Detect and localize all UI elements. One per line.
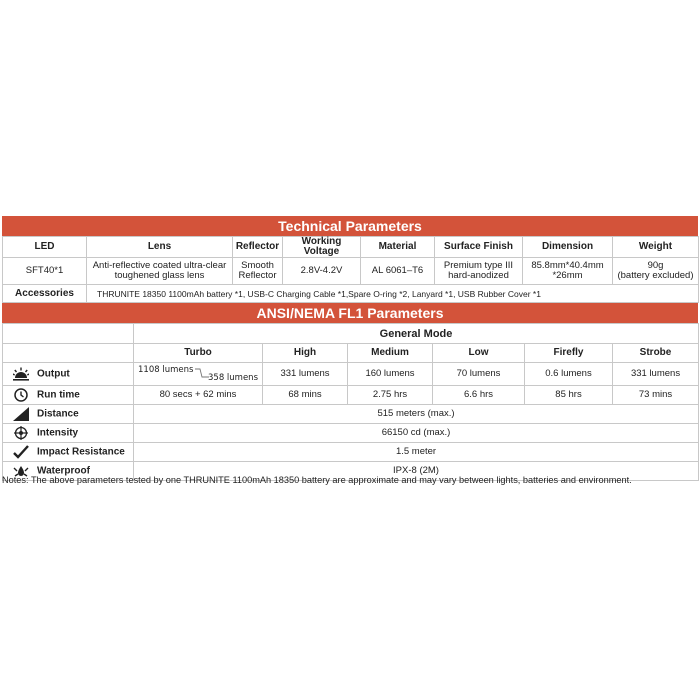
header-working-voltage: Working Voltage: [283, 237, 361, 258]
technical-parameters-title: Technical Parameters: [2, 216, 698, 236]
impact-label: Impact Resistance: [37, 446, 125, 458]
intensity-value: 66150 cd (max.): [134, 424, 699, 443]
runtime-label: Run time: [37, 389, 80, 401]
clock-icon: [13, 388, 29, 402]
value-surface-finish: Premium type III hard-anodized: [435, 258, 523, 285]
output-label: Output: [37, 368, 70, 380]
output-turbo: [134, 363, 263, 386]
intensity-label-cell: [3, 424, 134, 443]
value-led: SFT40*1: [3, 258, 87, 285]
intensity-label: Intensity: [37, 427, 79, 439]
value-lens: Anti-reflective coated ultra-clear toughened glass lens: [87, 258, 233, 285]
value-working-voltage: 2.8V-4.2V: [283, 258, 361, 285]
output-low: 70 lumens: [433, 363, 525, 386]
runtime-medium: 2.75 hrs: [348, 386, 433, 405]
check-icon: [13, 445, 29, 459]
blank-corner-2: [3, 344, 134, 363]
sun-icon: [13, 367, 29, 381]
mode-turbo: Turbo: [134, 344, 263, 363]
waterproof-value: IPX-8 (2M): [134, 462, 699, 481]
output-strobe: 331 lumens: [613, 363, 699, 386]
technical-parameters-table: [2, 236, 699, 303]
turbo-end-lumens: 358 lumens: [208, 373, 258, 383]
distance-icon: [13, 407, 29, 421]
distance-value: 515 meters (max.): [134, 405, 699, 424]
runtime-strobe: 73 mins: [613, 386, 699, 405]
header-reflector: Reflector: [233, 237, 283, 258]
turbo-start-lumens: 1108 lumens: [138, 365, 194, 375]
distance-label-cell: [3, 405, 134, 424]
header-material: Material: [361, 237, 435, 258]
mode-firefly: Firefly: [525, 344, 613, 363]
value-reflector: Smooth Reflector: [233, 258, 283, 285]
runtime-low: 6.6 hrs: [433, 386, 525, 405]
header-weight: Weight: [613, 237, 699, 258]
notes-text: Notes: The above parameters tested by one THRUNITE 1100mAh 18350 battery are approximate and may vary between lights, batteries and environment.: [2, 475, 632, 485]
header-dimension: Dimension: [523, 237, 613, 258]
mode-strobe: Strobe: [613, 344, 699, 363]
value-dimension: 85.8mm*40.4mm *26mm: [523, 258, 613, 285]
accessories-value: THRUNITE 18350 1100mAh battery *1, USB-C Charging Cable *1,Spare O-ring *2, Lanyard *1, USB Rubber Cover *1: [87, 285, 699, 303]
mode-medium: Medium: [348, 344, 433, 363]
impact-label-cell: [3, 443, 134, 462]
value-material: AL 6061–T6: [361, 258, 435, 285]
output-high: 331 lumens: [263, 363, 348, 386]
header-surface-finish: Surface Finish: [435, 237, 523, 258]
crosshair-icon: [13, 426, 29, 440]
ansi-parameters-title: ANSI/NEMA FL1 Parameters: [2, 303, 698, 323]
output-label-cell: [3, 363, 134, 386]
spec-sheet: [2, 216, 698, 481]
general-mode-header: General Mode: [134, 324, 699, 344]
accessories-label: Accessories: [3, 285, 87, 303]
distance-label: Distance: [37, 408, 79, 420]
runtime-label-cell: [3, 386, 134, 405]
blank-corner: [3, 324, 134, 344]
runtime-turbo: 80 secs + 62 mins: [134, 386, 263, 405]
output-firefly: 0.6 lumens: [525, 363, 613, 386]
mode-high: High: [263, 344, 348, 363]
impact-value: 1.5 meter: [134, 443, 699, 462]
runtime-high: 68 mins: [263, 386, 348, 405]
value-weight: 90g (battery excluded): [613, 258, 699, 285]
ansi-parameters-table: [2, 323, 699, 481]
runtime-firefly: 85 hrs: [525, 386, 613, 405]
waterproof-label: Waterproof: [37, 465, 90, 477]
header-led: LED: [3, 237, 87, 258]
header-lens: Lens: [87, 237, 233, 258]
output-medium: 160 lumens: [348, 363, 433, 386]
mode-low: Low: [433, 344, 525, 363]
